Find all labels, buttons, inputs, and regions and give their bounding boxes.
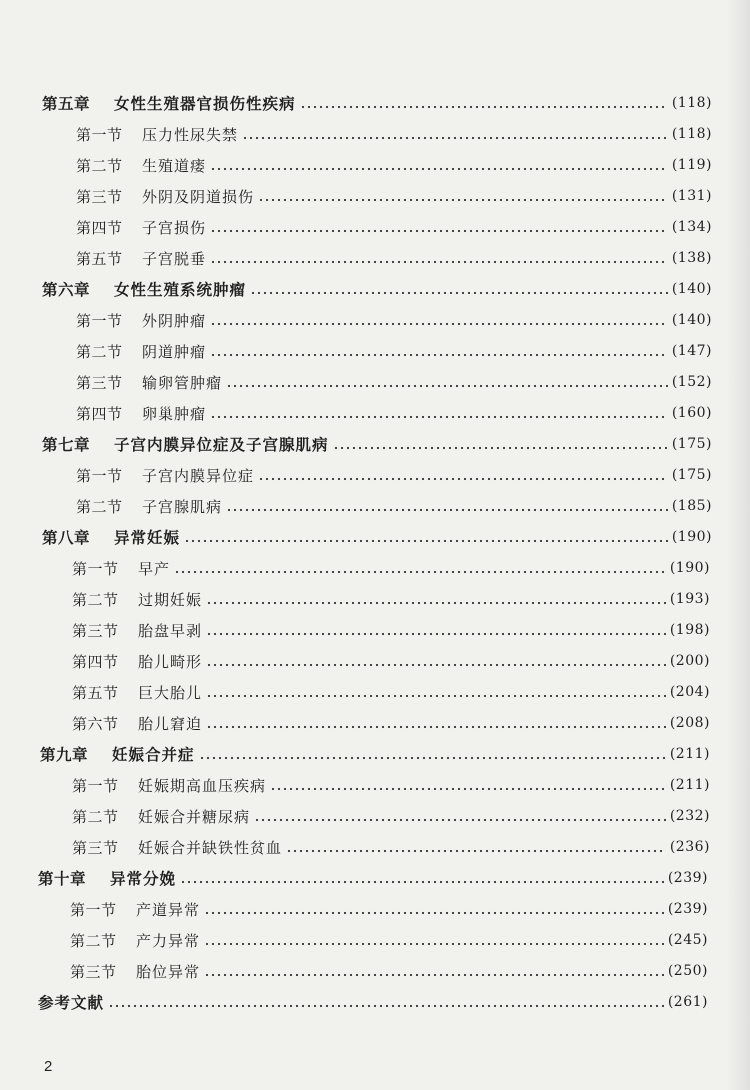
section-title: 外阴肿瘤: [142, 311, 207, 330]
toc-chapter-row[interactable]: [42, 432, 712, 456]
section-number: 第二节: [76, 342, 123, 361]
section-number: 第一节: [72, 559, 119, 578]
toc-section-row[interactable]: [76, 401, 712, 425]
toc-section-row[interactable]: [72, 773, 710, 797]
dot-leader: [210, 339, 668, 363]
section-number: 第三节: [70, 962, 117, 981]
dot-leader: [174, 556, 666, 580]
page-ref: (200): [669, 653, 710, 669]
toc-chapter-row[interactable]: [38, 866, 708, 890]
dot-leader: [210, 153, 668, 177]
toc-section-row[interactable]: [76, 246, 712, 270]
page-ref: (175): [671, 467, 712, 483]
page-ref: (175): [671, 436, 712, 452]
section-title: 产道异常: [136, 900, 201, 919]
dot-leader: [184, 525, 668, 549]
section-title: 压力性尿失禁: [142, 125, 239, 144]
dot-leader: [206, 618, 666, 642]
page-ref: (261): [667, 994, 708, 1010]
dot-leader: [254, 804, 666, 828]
page-ref: (239): [667, 901, 708, 917]
section-number: 第一节: [76, 125, 123, 144]
section-title: 生殖道瘘: [142, 156, 207, 175]
toc-section-row[interactable]: [76, 370, 712, 394]
page-ref: (198): [669, 622, 710, 638]
page-ref: (239): [667, 870, 708, 886]
dot-leader: [258, 463, 668, 487]
page-ref: (119): [671, 157, 712, 173]
section-title: 子宫损伤: [142, 218, 207, 237]
dot-leader: [242, 122, 668, 146]
section-title: 巨大胎儿: [138, 683, 203, 702]
section-title: 产力异常: [136, 931, 201, 950]
page-ref: (245): [667, 932, 708, 948]
dot-leader: [210, 215, 668, 239]
section-number: 第二节: [72, 807, 119, 826]
page-ref: (232): [669, 808, 710, 824]
section-number: 第一节: [76, 311, 123, 330]
page-ref: (134): [671, 219, 712, 235]
section-number: 第一节: [72, 776, 119, 795]
toc-section-row[interactable]: [72, 556, 710, 580]
toc-section-row[interactable]: [76, 308, 712, 332]
section-number: 第五节: [76, 249, 123, 268]
chapter-number: 第五章: [42, 94, 91, 113]
chapter-number: 第七章: [42, 435, 91, 454]
toc-section-row[interactable]: [76, 463, 712, 487]
toc-section-row[interactable]: [76, 184, 712, 208]
section-title: 胎儿窘迫: [138, 714, 203, 733]
section-number: 第四节: [72, 652, 119, 671]
section-number: 第三节: [76, 187, 123, 206]
toc-section-row[interactable]: [76, 339, 712, 363]
page-ref: (193): [669, 591, 710, 607]
dot-leader: [258, 184, 668, 208]
toc-section-row[interactable]: [72, 680, 710, 704]
section-title: 早产: [138, 559, 171, 578]
toc-section-row[interactable]: [72, 711, 710, 735]
page-ref: (185): [671, 498, 712, 514]
section-title: 胎儿畸形: [138, 652, 203, 671]
page-ref: (250): [667, 963, 708, 979]
page-ref: (147): [671, 343, 712, 359]
dot-leader: [300, 91, 668, 115]
dot-leader: [226, 370, 668, 394]
chapter-title: 妊娠合并症: [112, 745, 195, 764]
section-number: 第二节: [76, 497, 123, 516]
section-title: 子宫脱垂: [142, 249, 207, 268]
section-number: 第六节: [72, 714, 119, 733]
section-number: 第二节: [70, 931, 117, 950]
chapter-number: 第九章: [40, 745, 89, 764]
toc-chapter-row[interactable]: [42, 525, 712, 549]
section-number: 第三节: [76, 373, 123, 392]
section-title: 输卵管肿瘤: [142, 373, 223, 392]
chapter-title: 子宫内膜异位症及子宫腺肌病: [114, 435, 329, 454]
dot-leader: [206, 711, 666, 735]
page-ref: (138): [671, 250, 712, 266]
chapter-number: 第八章: [42, 528, 91, 547]
section-title: 卵巢肿瘤: [142, 404, 207, 423]
page-ref: (160): [671, 405, 712, 421]
section-title: 子宫腺肌病: [142, 497, 223, 516]
toc-section-row[interactable]: [76, 215, 712, 239]
dot-leader: [204, 897, 664, 921]
section-title: 胎位异常: [136, 962, 201, 981]
section-number: 第二节: [76, 156, 123, 175]
page-ref: (118): [671, 95, 712, 111]
dot-leader: [210, 401, 668, 425]
toc-section-row[interactable]: [72, 804, 710, 828]
toc-section-row[interactable]: [76, 122, 712, 146]
toc-references-row[interactable]: [38, 990, 708, 1014]
dot-leader: [210, 246, 668, 270]
section-title: 外阴及阴道损伤: [142, 187, 255, 206]
section-number: 第三节: [72, 621, 119, 640]
section-number: 第一节: [70, 900, 117, 919]
dot-leader: [206, 649, 666, 673]
page-ref: (152): [671, 374, 712, 390]
page-ref: (118): [671, 126, 712, 142]
section-number: 第三节: [72, 838, 119, 857]
chapter-title: 女性生殖器官损伤性疾病: [114, 94, 296, 113]
dot-leader: [250, 277, 668, 301]
dot-leader: [270, 773, 666, 797]
dot-leader: [204, 959, 664, 983]
page-ref: (140): [671, 312, 712, 328]
chapter-title: 女性生殖系统肿瘤: [114, 280, 247, 299]
toc-chapter-row[interactable]: [42, 91, 712, 115]
dot-leader: [226, 494, 668, 518]
dot-leader: [199, 742, 666, 766]
page-ref: (190): [669, 560, 710, 576]
section-number: 第一节: [76, 466, 123, 485]
section-title: 胎盘早剥: [138, 621, 203, 640]
page-number: 2: [44, 1058, 53, 1075]
page-ref: (131): [671, 188, 712, 204]
section-number: 第五节: [72, 683, 119, 702]
references-title: 参考文献: [38, 993, 105, 1012]
dot-leader: [333, 432, 668, 456]
dot-leader: [204, 928, 664, 952]
dot-leader: [210, 308, 668, 332]
toc-section-row[interactable]: [72, 587, 710, 611]
chapter-title: 异常分娩: [110, 869, 177, 888]
section-title: 妊娠合并糖尿病: [138, 807, 251, 826]
section-number: 第四节: [76, 218, 123, 237]
section-title: 妊娠期高血压疾病: [138, 776, 267, 795]
section-title: 过期妊娠: [138, 590, 203, 609]
toc-section-row[interactable]: [76, 153, 712, 177]
dot-leader: [206, 587, 666, 611]
toc-section-row[interactable]: [70, 897, 708, 921]
page-ref: (208): [669, 715, 710, 731]
toc-section-row[interactable]: [72, 618, 710, 642]
page-ref: (140): [671, 281, 712, 297]
chapter-number: 第六章: [42, 280, 91, 299]
chapter-number: 第十章: [38, 869, 87, 888]
section-title: 妊娠合并缺铁性贫血: [138, 838, 283, 857]
dot-leader: [108, 990, 664, 1014]
dot-leader: [286, 835, 666, 859]
dot-leader: [206, 680, 666, 704]
toc-section-row[interactable]: [70, 959, 708, 983]
page-ref: (204): [669, 684, 710, 700]
page-ref: (211): [669, 777, 710, 793]
toc-section-row[interactable]: [70, 928, 708, 952]
section-number: 第四节: [76, 404, 123, 423]
toc-section-row[interactable]: [76, 494, 712, 518]
chapter-title: 异常妊娠: [114, 528, 181, 547]
toc-section-row[interactable]: [72, 649, 710, 673]
dot-leader: [180, 866, 664, 890]
page-ref: (236): [669, 839, 710, 855]
section-title: 阴道肿瘤: [142, 342, 207, 361]
toc-chapter-row[interactable]: [40, 742, 710, 766]
toc-section-row[interactable]: [72, 835, 710, 859]
page-ref: (190): [671, 529, 712, 545]
section-number: 第二节: [72, 590, 119, 609]
page-ref: (211): [669, 746, 710, 762]
toc-chapter-row[interactable]: [42, 277, 712, 301]
section-title: 子宫内膜异位症: [142, 466, 255, 485]
